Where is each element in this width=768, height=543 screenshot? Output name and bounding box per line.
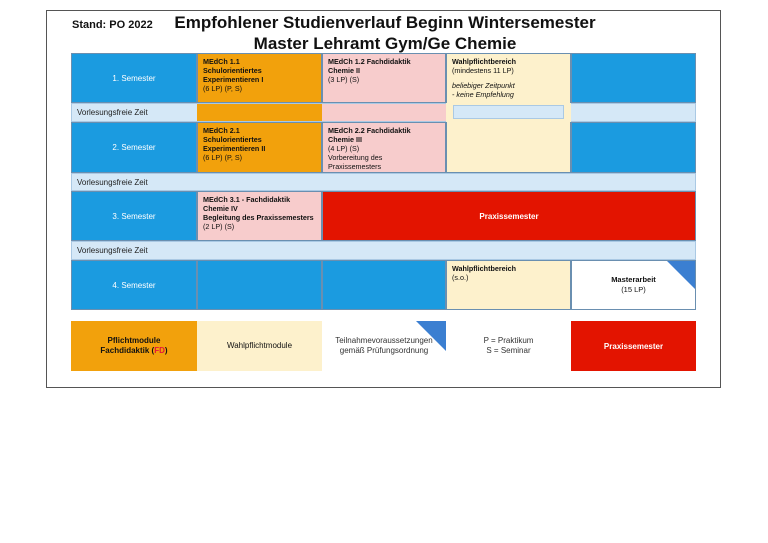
- legend-wahl-text: Wahlpflichtmodule: [226, 341, 293, 350]
- module-note-line2: Praxissemesters: [328, 162, 382, 171]
- break-1-pink-fill: [322, 104, 446, 121]
- break-row-2: [71, 173, 696, 191]
- break-3-text: Vorlesungsfreie Zeit: [77, 246, 148, 255]
- module-title: Chemie II: [328, 66, 360, 75]
- semester-4-label: [71, 260, 197, 310]
- semester-3-text: 3. Semester: [112, 211, 156, 221]
- module-title-line1: Schulorientiertes: [203, 66, 262, 75]
- legend-pflicht-line1: Pflichtmodule: [107, 336, 161, 345]
- legend-fd-abbr: FD: [154, 346, 165, 355]
- semester-3-label: [71, 191, 197, 241]
- module-code: MEdCh 3.1 - Fachdidaktik: [203, 195, 291, 204]
- masterarbeit-credits: (15 LP): [621, 285, 646, 294]
- module-code: MEdCh 2.2 Fachdidaktik: [328, 126, 411, 135]
- legend-triangle-icon: [416, 321, 446, 351]
- break-2-text: Vorlesungsfreie Zeit: [77, 177, 148, 187]
- page-title: Empfohlener Studienverlauf Beginn Wintersemester: [174, 13, 596, 32]
- module-medch-1-1: [197, 53, 322, 103]
- legend-teil-line1: Teilnahmevoraussetzungen: [335, 336, 433, 345]
- module-title-line1: Chemie IV: [203, 204, 238, 213]
- module-title: Chemie III: [328, 135, 362, 144]
- legend-abbreviations: [446, 321, 571, 371]
- module-title-line2: Begleitung des Praxissemesters: [203, 213, 314, 222]
- wahlpflicht-title: Wahlpflichtbereich: [452, 57, 517, 66]
- break-1-text: Vorlesungsfreie Zeit: [77, 108, 148, 117]
- module-medch-3-1: [197, 191, 322, 241]
- semester-4-text: 4. Semester: [112, 280, 156, 290]
- stand-label: Stand: PO 2022: [72, 19, 153, 31]
- break-1-inner-band: [453, 105, 564, 119]
- module-medch-2-2: [322, 122, 446, 173]
- legend-pflicht-prefix: Fachdidaktik (: [100, 346, 155, 355]
- wahlpflicht-ref: (s.o.): [452, 273, 469, 282]
- module-code: MEdCh 2.1: [203, 126, 240, 135]
- legend-abbr-s: S = Seminar: [486, 346, 531, 355]
- praxissemester-text: Praxissemester: [479, 211, 539, 221]
- semester-1-text: 1. Semester: [112, 73, 156, 83]
- legend-teil-line2: gemäß Prüfungsordnung: [339, 346, 429, 355]
- module-credits: (3 LP) (S): [328, 75, 360, 84]
- module-credits: (6 LP) (P, S): [203, 153, 243, 162]
- module-medch-1-2: [322, 53, 446, 103]
- semester-4-empty-cell-b: [322, 260, 446, 310]
- wahlpflicht-note-1: beliebiger Zeitpunkt: [452, 81, 515, 90]
- wahlpflicht-credits: (mindestens 11 LP): [452, 66, 514, 75]
- legend-praxis-text: Praxissemester: [603, 341, 664, 351]
- wahlpflicht-block-4: [446, 260, 571, 310]
- legend-pflichtmodule: [71, 321, 197, 371]
- praxissemester-block: [322, 191, 696, 241]
- semester-4-empty-cell-a: [197, 260, 322, 310]
- module-title-line2: Experimentieren I: [203, 75, 264, 84]
- module-code: MEdCh 1.1: [203, 57, 240, 66]
- page-subtitle: Master Lehramt Gym/Ge Chemie: [253, 34, 517, 53]
- wahlpflicht-note-2: - keine Empfehlung: [452, 90, 514, 99]
- break-row-3: [71, 241, 696, 260]
- legend-abbr-p: P = Praktikum: [483, 336, 534, 345]
- prerequisite-triangle-icon: [667, 261, 695, 289]
- legend-praxissemester: [571, 321, 696, 371]
- legend-pflicht-suffix: ): [164, 346, 168, 355]
- module-note-line1: Vorbereitung des: [328, 153, 383, 162]
- module-credits: (2 LP) (S): [203, 222, 235, 231]
- semester-2-label: [71, 122, 197, 173]
- semester-2-text: 2. Semester: [112, 143, 156, 152]
- break-1-orange-fill: [197, 104, 322, 121]
- semester-2-empty-cell: [571, 122, 696, 173]
- legend-wahlpflichtmodule: [197, 321, 322, 371]
- module-medch-2-1: [197, 122, 322, 173]
- semester-1-label: [71, 53, 197, 103]
- module-credits: (4 LP) (S): [328, 144, 360, 153]
- module-title-line1: Schulorientiertes: [203, 135, 262, 144]
- module-title-line2: Experimentieren II: [203, 144, 266, 153]
- legend-pflicht-line2: [100, 346, 167, 356]
- module-credits: (6 LP) (P, S): [203, 84, 243, 93]
- wahlpflicht-title: Wahlpflichtbereich: [452, 264, 517, 273]
- module-code: MEdCh 1.2 Fachdidaktik: [328, 57, 411, 66]
- semester-1-empty-cell: [571, 53, 696, 103]
- masterarbeit-title: Masterarbeit: [611, 275, 656, 284]
